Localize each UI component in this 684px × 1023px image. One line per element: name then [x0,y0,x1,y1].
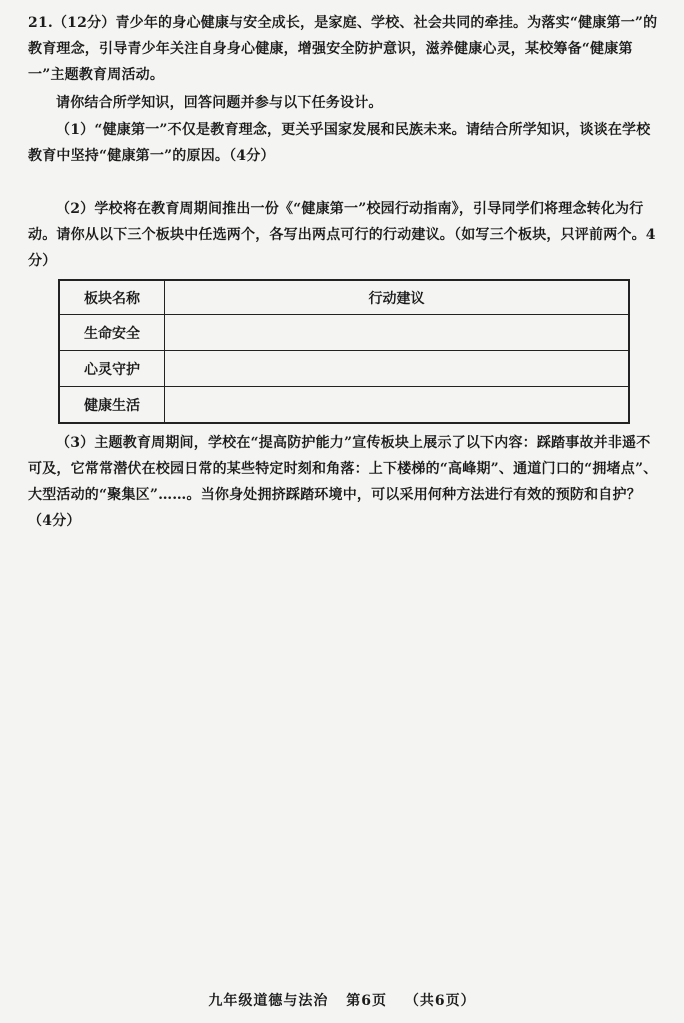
table-header-section: 板块名称 [59,280,165,315]
table-row [59,351,629,387]
table-header-suggestion: 行动建议 [165,280,630,315]
answer-cell[interactable] [165,351,630,387]
action-suggestion-table [58,279,630,424]
footer-total-pages: （共6页） [404,993,476,1009]
row-label-healthy-life: 健康生活 [59,387,165,424]
table-header-row [59,280,629,315]
question-21-header: 21.（12分）青少年的身心健康与安全成长，是家庭、学校、社会共同的牵挂。为落实“健康第一”的教育理念，引导青少年关注自身身心健康，增强安全防护意识，滋养健康心灵，某校筹备“健康第一”主题教育周活动。 [28,15,658,83]
question-part-3: （3）主题教育周期间，学校在“提高防护能力”宣传板块上展示了以下内容：踩踏事故并非遥不可及，它常常潜伏在校园日常的某些特定时刻和角落：上下楼梯的“高峰期”、通道门口的“拥堵点”、大型活动的“聚集区”……。当你身处拥挤踩踏环境中，可以采用何种方法进行有效的预防和自护？（4分） [28,435,658,529]
page-footer [0,990,684,1010]
answer-cell[interactable] [165,315,630,351]
footer-subject: 九年级道德与法治 [208,993,329,1009]
table-row [59,315,629,351]
footer-page-number: 第6页 [346,993,387,1009]
question-part-1: （1）“健康第一”不仅是教育理念，更关乎国家发展和民族未来。请结合所学知识，谈谈在学校教育中坚持“健康第一”的原因。（4分） [28,122,651,164]
row-label-mind-care: 心灵守护 [59,351,165,387]
question-part-2: （2）学校将在教育周期间推出一份《“健康第一”校园行动指南》，引导同学们将理念转化为行动。请你从以下三个板块中任选两个，各写出两点可行的行动建议。（如写三个板块，只评前两个。4分） [28,201,656,269]
row-label-life-safety: 生命安全 [59,315,165,351]
question-intro: 请你结合所学知识，回答问题并参与以下任务设计。 [56,95,383,111]
answer-cell[interactable] [165,387,630,424]
table-row [59,387,629,424]
